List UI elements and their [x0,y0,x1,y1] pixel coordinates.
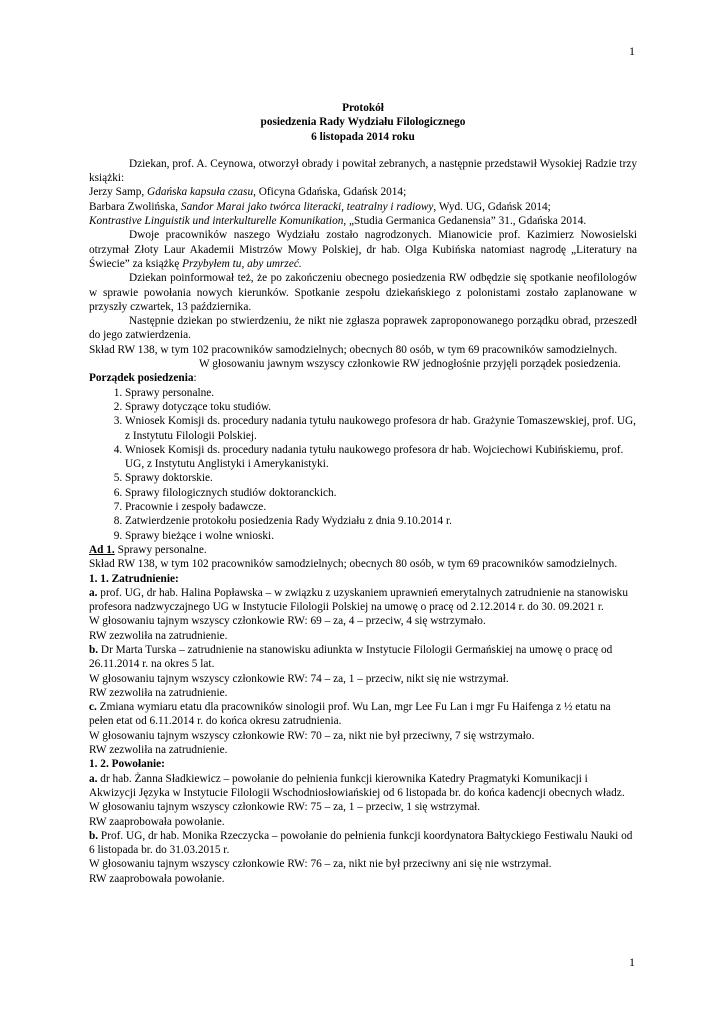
council-composition: Skład RW 138, w tym 102 pracowników samodzielnych; obecnych 80 osób, w tym 69 pracowników samodzielnych. [89,343,618,356]
document-title [89,101,637,144]
appointment-a-result: RW zaaprobowała powołanie. [89,815,225,828]
agenda-item: 3. Wniosek Komisji ds. procedury nadania tytułu naukowego profesora dr hab. Grażynie Tomaszewskiej, prof. UG, z Instytutu Filologii Polskiej. [125,414,637,443]
document-body [89,101,637,886]
agenda-item: 6. Sprawy filologicznych studiów doktoranckich. [125,486,637,500]
appointment-a-vote: W głosowaniu tajnym wszyscy członkowie RW: 75 – za, 1 – przeciw, 1 się wstrzymał. [89,801,481,814]
employment-c: c. Zmiana wymiaru etatu dla pracowników sinologii prof. Wu Lan, mgr Lee Fu Lan i mgr Fu Haifenga z ½ etatu na pełen etat od 6.11.2014 r. do końca okresu zatrudnienia. [89,701,611,728]
book-2: Barbara Zwolińska, Sandor Marai jako twórca literacki, teatralny i radiowy, Wyd. UG, Gdańsk 2014; [89,200,551,213]
agenda-item: 2. Sprawy dotyczące toku studiów. [125,400,637,414]
agenda-item: 4. Wniosek Komisji ds. procedury nadania tytułu naukowego profesora dr hab. Wojciechowi Kubińskiemu, prof. UG, z Instytutu Anglistyki i Amerykanistyki. [125,443,637,472]
appointment-b-result: RW zaaprobowała powołanie. [89,872,225,885]
agenda-heading: Porządek posiedzenia: [89,372,197,385]
employment-b: b. Dr Marta Turska – zatrudnienie na stanowisku adiunkta w Instytucie Filologii Germańskiej na umowę o pracę od 26.11.2014 r. na okres 5 lat. [89,643,613,671]
page-number-top: 1 [629,44,635,58]
intro-paragraph: Dziekan, prof. A. Ceynowa, otworzył obrady i powitał zebranych, a następnie przedstawił Wysokiej Radzie trzy książki: [89,157,637,185]
employment-b-vote: W głosowaniu tajnym wszyscy członkowie RW: 74 – za, 1 – przeciw, nikt się nie wstrzymał. [89,672,509,685]
title-line-1: Protokół [342,102,384,114]
meeting-info-paragraph: Dziekan poinformował też, że po zakończeniu obecnego posiedzenia RW odbędzie się spotkanie neofilologów w sprawie powołania nowych kierunków. Spotkanie zespołu dziekańskiego z polonistami zostało zaplanowane w przyszły czwartek, 13 października. [89,272,637,313]
page-number-bottom: 1 [629,955,635,969]
agenda-item: 1. Sprawy personalne. [125,386,637,400]
appointment-b-vote: W głosowaniu tajnym wszyscy członkowie RW: 76 – za, nikt nie był przeciwny ani się nie wstrzymał. [89,858,552,871]
employment-heading: 1. 1. Zatrudnienie: [89,572,179,585]
agenda-item: 5. Sprawy doktorskie. [125,471,637,485]
title-line-2: posiedzenia Rady Wydziału Filologicznego [260,116,466,129]
agenda-list [89,386,637,543]
ad1-heading: Ad 1. Sprawy personalne. [89,543,207,556]
employment-c-result: RW zezwoliła na zatrudnienie. [89,744,228,757]
book-3: Kontrastive Linguistik und interkulturelle Komunikation, „Studia Germanica Gedanensia” 31., Gdańska 2014. [89,215,587,228]
agenda-item: 7. Pracownie i zespoły badawcze. [125,500,637,514]
agenda-approval-paragraph: Następnie dziekan po stwierdzeniu, że nikt nie zgłasza poprawek zaproponowanego porządku obrad, przeszedł do jego zatwierdzenia. [89,315,637,342]
employment-b-result: RW zezwoliła na zatrudnienie. [89,686,228,699]
ad1-composition: Skład RW 138, w tym 102 pracowników samodzielnych; obecnych 80 osób, w tym 69 pracowników samodzielnych. [89,558,618,571]
employment-a: a. prof. UG, dr hab. Halina Popławska – w związku z uzyskaniem uprawnień emerytalnych zatrudnienie na stanowisku profesora nadzwyczajnego UG w Instytucie Filologii Polskiej na umowę o pracę od 2.12.2014 r. do 30. 09.2021 r. [89,586,628,614]
title-line-3: 6 listopada 2014 roku [311,130,415,143]
employment-a-result: RW zezwoliła na zatrudnienie. [89,629,228,642]
agenda-item: 8. Zatwierdzenie protokołu posiedzenia Rady Wydziału z dnia 9.10.2014 r. [125,514,637,528]
appointment-a: a. dr hab. Żanna Sładkiewicz – powołanie do pełnienia funkcji kierownika Katedry Pragmatyki Komunikacji i Akwizycji Języka w Instytucie Filologii Wschodniosłowiańskiej od 6 listopada br. do końca kadencji obecnych władz. [89,772,625,799]
employment-c-vote: W głosowaniu tajnym wszyscy członkowie RW: 70 – za, nikt nie był przeciwny, 7 się wstrzymało. [89,729,535,742]
agenda-vote: W głosowaniu jawnym wszyscy członkowie RW jednogłośnie przyjęli porządek posiedzenia. [199,358,621,371]
awards-paragraph: Dwoje pracowników naszego Wydziału zostało nagrodzonych. Mianowicie prof. Kazimierz Nowosielski otrzymał Złoty Laur Akademii Mistrzów Mowy Polskiej, dr hab. Olga Kubińska natomiast nagrodę „Literatury na Świecie” za książkę Przybyłem tu, aby umrzeć. [89,229,637,270]
appointment-heading: 1. 2. Powołanie: [89,758,165,771]
appointment-b: b. Prof. UG, dr hab. Monika Rzeczycka – powołanie do pełnienia funkcji koordynatora Bałtyckiego Festiwalu Nauki od 6 listopada br. do 31.03.2015 r. [89,829,633,857]
book-1: Jerzy Samp, Gdańska kapsuła czasu, Oficyna Gdańska, Gdańsk 2014; [89,186,407,199]
employment-a-vote: W głosowaniu tajnym wszyscy członkowie RW: 69 – za, 4 – przeciw, 4 się wstrzymało. [89,615,486,628]
agenda-item: 9. Sprawy bieżące i wolne wnioski. [125,529,637,543]
